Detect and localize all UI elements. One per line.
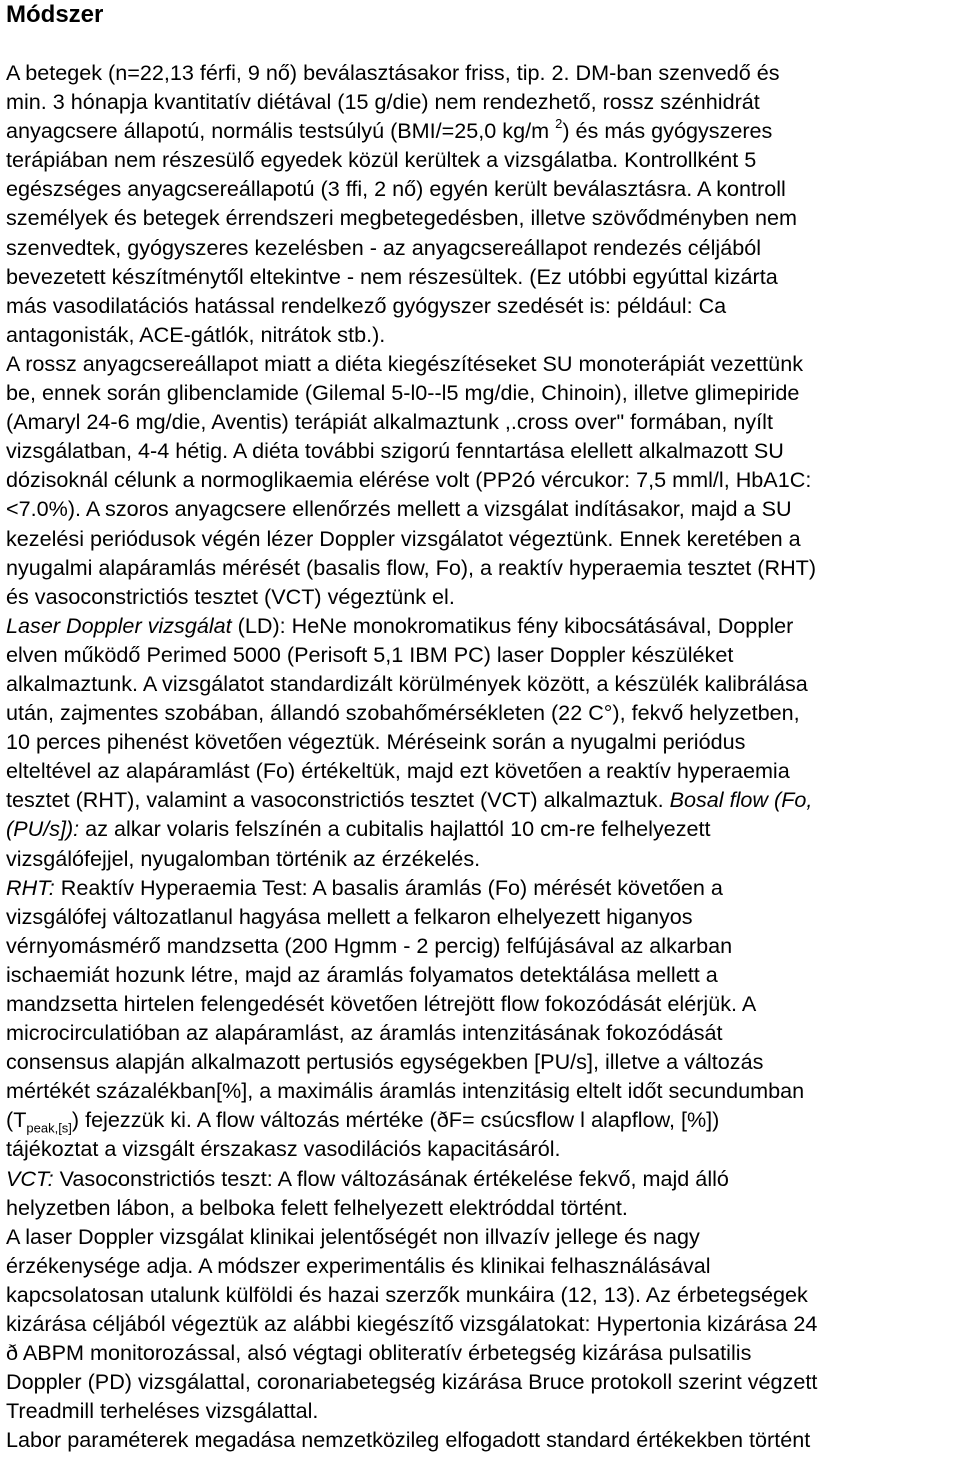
text-line: nyugalmi alapáramlás mérését (basalis flow, Fo), a reaktív hyperaemia tesztet (RHT) xyxy=(6,554,817,580)
text-segment: peak,[s] xyxy=(26,1120,72,1136)
text-line: kizárása céljából végeztük az alábbi kiegészítő vizsgálatokat: Hypertonia kizárása 24 xyxy=(6,1311,818,1337)
text-line: be, ennek során glibenclamide (Gilemal 5-l0--l5 mg/die, Chinoin), illetve glimepiride xyxy=(6,380,800,406)
text-line: szenvedtek, gyógyszeres kezelésben - az anyagcsereállapot rendezés céljából xyxy=(6,234,762,260)
text-line xyxy=(6,611,960,640)
section-heading: Módszer xyxy=(6,1,104,28)
text-segment: Laser Doppler vizsgálat xyxy=(6,612,232,638)
text-line xyxy=(6,116,960,145)
text-line: mandzsetta hirtelen felengedését követően létrejött flow fokozódását elérjük. A xyxy=(6,991,757,1016)
text-segment: VCT: xyxy=(6,1165,54,1191)
text-line: után, zajmentes szobában, állandó szobahőmérsékleten (22 C°), fekvő helyzetben, xyxy=(6,700,800,726)
text-segment: Reaktív Hyperaemia Test: A basalis áramlás (Fo) mérését követően a xyxy=(54,874,723,900)
text-line: vérnyomásmérő mandzsetta (200 Hgmm - 2 percig) felfújásával az alkarban xyxy=(6,932,733,958)
text-line: érzékenysége adja. A módszer experimentális és klinikai felhasználásával xyxy=(6,1252,711,1278)
text-line: dózisoknál célunk a normoglikaemia elérése volt (PP2ó vércukor: 7,5 mml/l, HbA1C: xyxy=(6,467,812,493)
text-line: bevezetett készítménytől eltekintve - nem részesültek. (Ez utóbbi egyúttal kizárta xyxy=(6,263,778,289)
text-line: és vasoconstrictiós tesztet (VCT) végeztünk el. xyxy=(6,583,455,609)
text-segment: anyagcsere állapotú, normális testsúlyú (BMI/=25,0 kg/m xyxy=(6,118,556,144)
text-line: A betegek (n=22,13 férfi, 9 nő) beválasztásakor friss, tip. 2. DM-ban szenvedő és xyxy=(6,60,780,85)
text-line: alkalmaztunk. A vizsgálatot standardizált körülmények között, a készülék kalibrálása xyxy=(6,670,808,696)
text-line: 10 perces pihenést követően végeztük. Méréseink során a nyugalmi periódus xyxy=(6,729,746,755)
text-line: vizsgálófejjel, nyugalomban történik az érzékelés. xyxy=(6,845,481,871)
text-line: személyek és betegek érrendszeri megbetegedésben, illetve szövődményben nem xyxy=(6,205,798,231)
text-line xyxy=(6,873,960,902)
text-segment: (LD): HeNe monokromatikus fény kibocsátásával, Doppler xyxy=(231,612,794,638)
text-line: elteltével az alapáramlást (Fo) értékeltük, majd ezt követően a reaktív hyperaemia xyxy=(6,758,790,784)
text-line: consensus alapján alkalmazott pertusiós egységekben [PU/s], illetve a változás xyxy=(6,1049,764,1075)
text-line: kapcsolatosan utalunk külföldi és hazai szerzők munkáira (12, 13). Az érbetegségek xyxy=(6,1281,808,1307)
text-segment: tesztet (RHT), valamint a vasoconstrictiós tesztet (VCT) alkalmaztuk. xyxy=(6,787,670,813)
text-line: A rossz anyagcsereállapot miatt a diéta kiegészítéseket SU monoterápiát vezettünk xyxy=(6,350,803,376)
text-line xyxy=(6,1164,960,1193)
text-line: ischaemiát hozunk létre, majd az áramlás folyamatos detektálása mellett a xyxy=(6,961,718,987)
text-line xyxy=(6,814,960,843)
body-text xyxy=(6,58,960,1455)
text-line: A laser Doppler vizsgálat klinikai jelentőségét non illvazív jellege és nagy xyxy=(6,1223,700,1249)
text-line: antagonisták, ACE-gátlók, nitrátok stb.). xyxy=(6,321,386,347)
text-line: microcirculatióban az alapáramlást, az áramlás intenzitásának fokozódását xyxy=(6,1020,723,1046)
text-line xyxy=(6,785,960,814)
text-line: egészséges anyagcsereállapotú (3 ffi, 2 nő) egyén került beválasztásra. A kontroll xyxy=(6,176,786,202)
text-segment: az alkar volaris felszínén a cubitalis hajlattól 10 cm-re felhelyezett xyxy=(79,816,711,842)
text-segment: Vasoconstrictiós teszt: A flow változásának értékelése fekvő, majd álló xyxy=(53,1165,729,1191)
text-line: más vasodilatációs hatással rendelkező gyógyszer szedését is: például: Ca xyxy=(6,292,727,318)
text-line: Treadmill terheléses vizsgálattal. xyxy=(6,1398,319,1424)
text-line: vizsgálófej változatlanul hagyása mellett a felkaron elhelyezett higanyos xyxy=(6,903,693,929)
text-line: kezelési periódusok végén lézer Doppler vizsgálatot végeztünk. Ennek keretében a xyxy=(6,525,801,551)
text-line: Doppler (PD) vizsgálattal, coronariabetegség kizárása Bruce protokoll szerint végzett xyxy=(6,1369,818,1395)
text-line: helyzetben lábon, a belboka felett felhelyezett elektróddal történt. xyxy=(6,1194,628,1220)
text-line: mértékét százalékban[%], a maximális áramlás intenzitásig eltelt időt secundumban xyxy=(6,1078,805,1104)
text-line: min. 3 hónapja kvantitatív diétával (15 g/die) nem rendezhető, rossz szénhidrát xyxy=(6,89,760,115)
text-line: terápiában nem részesülő egyedek közül kerültek a vizsgálatba. Kontrollként 5 xyxy=(6,147,757,173)
text-segment: Bosal flow (Fo, xyxy=(669,787,813,813)
text-segment: (PU/s]): xyxy=(6,816,80,842)
text-line: vizsgálatban, 4-4 hétig. A diéta további szigorú fenntartása elellett alkalmazott SU xyxy=(6,438,784,464)
text-line xyxy=(6,1105,960,1134)
text-line: Labor paraméterek megadása nemzetközileg elfogadott standard értékekben történt xyxy=(6,1427,811,1453)
text-segment: ) fejezzük ki. A flow változás mértéke (ðF= csúcsflow l alapflow, [%]) xyxy=(71,1107,720,1133)
text-line: <7.0%). A szoros anyagcsere ellenőrzés mellett a vizsgálat indításakor, majd a SU xyxy=(6,496,792,522)
text-segment: ) és más gyógyszeres xyxy=(562,118,773,144)
text-line: tájékoztat a vizsgált érszakasz vasodilációs kapacitásáról. xyxy=(6,1136,561,1162)
text-segment: RHT: xyxy=(6,874,55,900)
text-segment: (T xyxy=(6,1107,27,1133)
text-line: elven működő Perimed 5000 (Perisoft 5,1 IBM PC) laser Doppler készüléket xyxy=(6,641,734,667)
text-line: (Amaryl 24-6 mg/die, Aventis) terápiát alkalmaztunk ,.cross over" formában, nyílt xyxy=(6,409,773,435)
text-segment: 2 xyxy=(555,116,563,131)
text-line: ð ABPM monitorozással, alsó végtagi obliteratív érbetegség kizárása pulsatilis xyxy=(6,1340,752,1366)
